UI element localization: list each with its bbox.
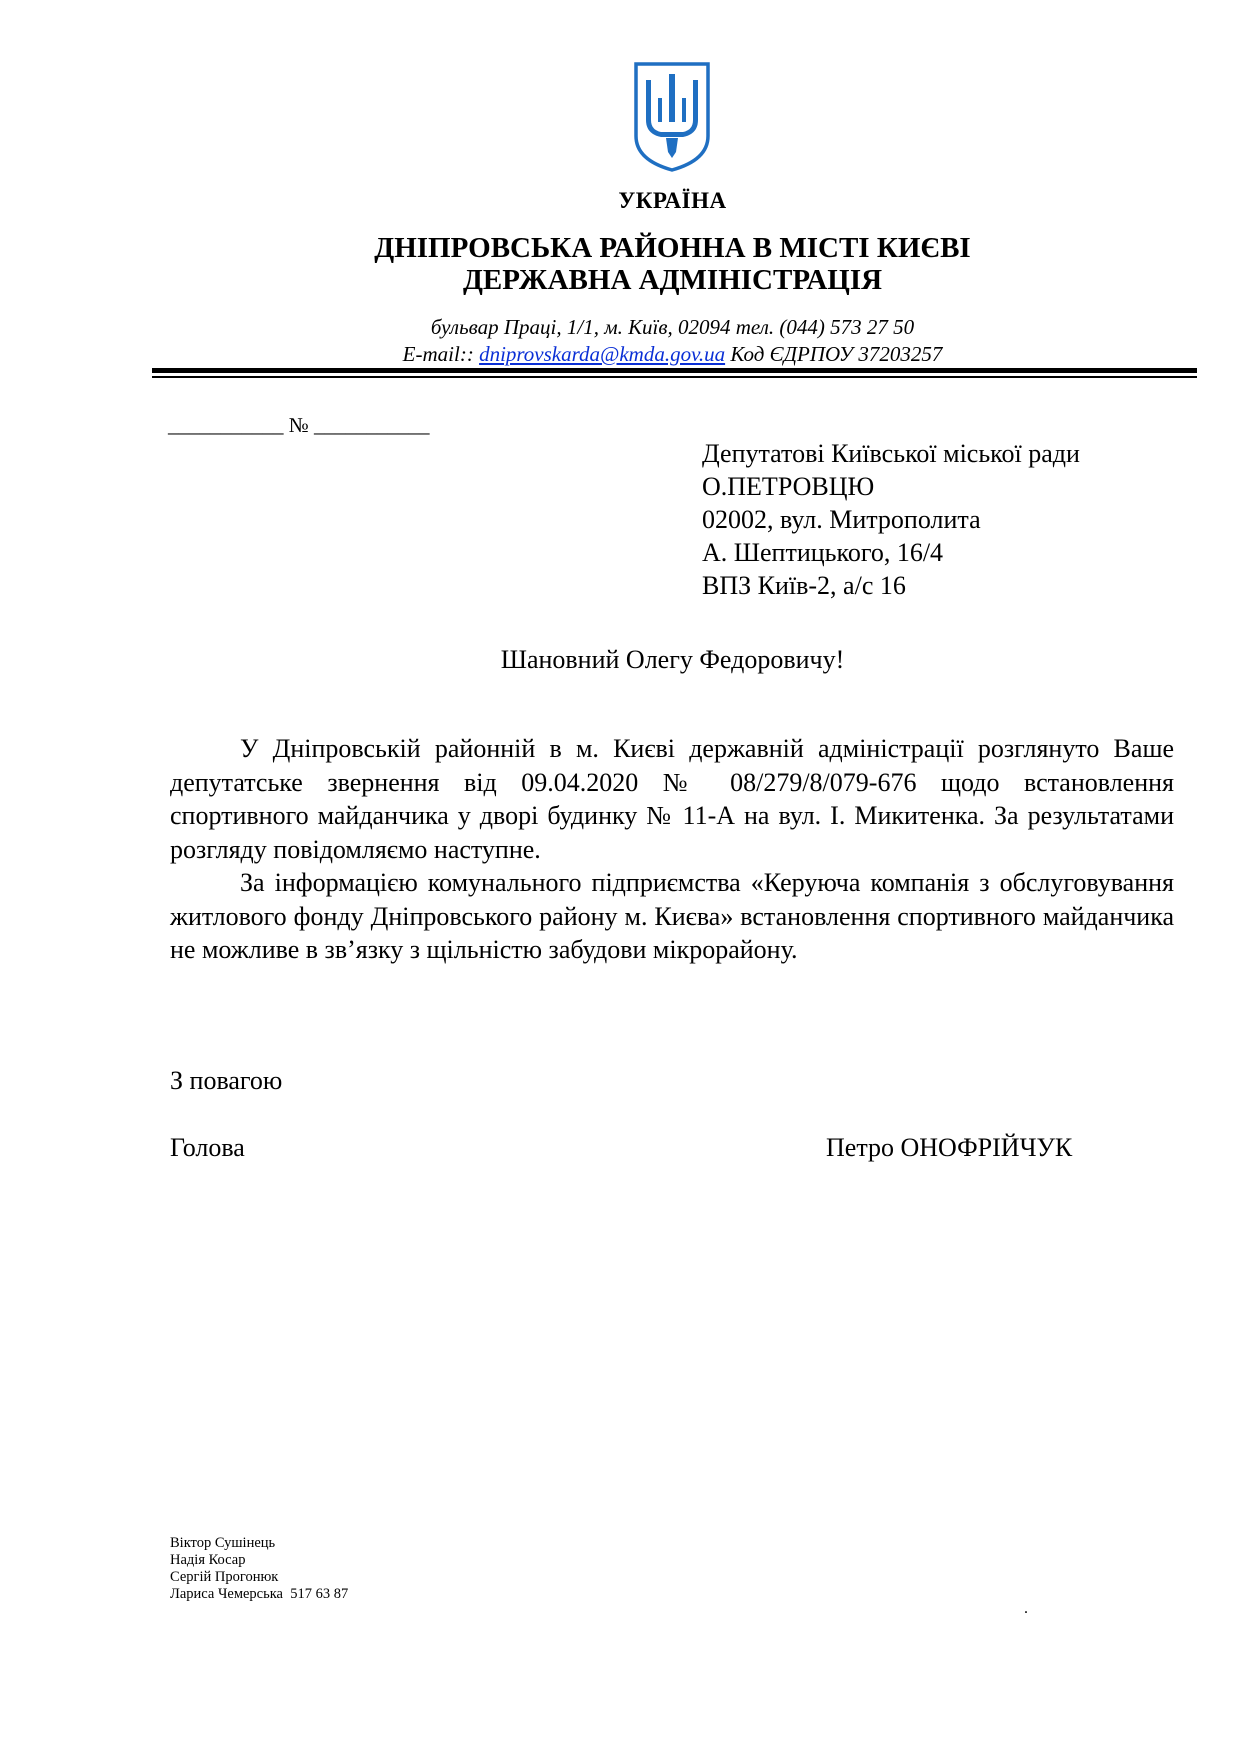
addressee-line: А. Шептицького, 16/4 [702,538,944,567]
executors-list [170,1535,348,1603]
registration-line: ___________ № ___________ [168,413,430,437]
signer-position: Голова [170,1133,245,1162]
addressee-line: О.ПЕТРОВЦЮ [702,472,875,501]
executor-name: Надія Косар [170,1552,246,1568]
signer-name: Петро ОНОФРІЙЧУК [826,1133,1073,1162]
letterhead-divider-thin [152,376,1197,378]
org-address: бульвар Праці, 1/1, м. Київ, 02094 тел. (044) 573 27 50 [430,315,915,339]
letter-body [170,732,1174,967]
email-link[interactable]: dniprovskarda@kmda.gov.ua [479,342,726,366]
country-heading: УКРАЇНА [618,188,727,213]
salutation: Шановний Олегу Федоровичу! [500,645,845,674]
executor-name: Віктор Сушінець [170,1535,276,1551]
body-paragraph: У Дніпровській районній в м. Києві державній адміністрації розглянуто Ваше депутатське звернення від 09.04.2020 № 08/279/8/079-676 щодо встановлення спортивного майданчика у дворі будинку № 11-А на вул. І. Микитенка. За результатами розгляду повідомляємо наступне. [170,734,1174,864]
edrpou-code: Код ЄДРПОУ 37203257 [725,342,943,366]
org-contacts [0,342,1241,367]
executor-name: Сергій Прогонюк [170,1569,279,1585]
body-paragraph: За інформацією комунального підприємства «Керуюча компанія з обслуговування житлового фонду Дніпровського району м. Києва» встановлення спортивного майданчика не можливе в зв’язку з щільністю забудови мікрорайону. [170,868,1174,964]
email-prefix: E-mail:: [402,342,480,366]
footer-mark: . [1024,1600,1028,1617]
addressee-line: Депутатові Київської міської ради [702,439,1080,468]
letterhead-divider [152,368,1197,373]
ukraine-trident-icon [632,60,712,173]
org-name-line1: ДНІПРОВСЬКА РАЙОННА В МІСТІ КИЄВІ [374,232,971,264]
executor-name: Лариса Чемерська 517 63 87 [170,1586,349,1602]
closing: З повагою [170,1066,283,1095]
addressee-line: ВПЗ Київ-2, а/с 16 [702,571,906,600]
addressee-line: 02002, вул. Митрополита [702,505,981,534]
org-name-line2: ДЕРЖАВНА АДМІНІСТРАЦІЯ [462,264,883,296]
